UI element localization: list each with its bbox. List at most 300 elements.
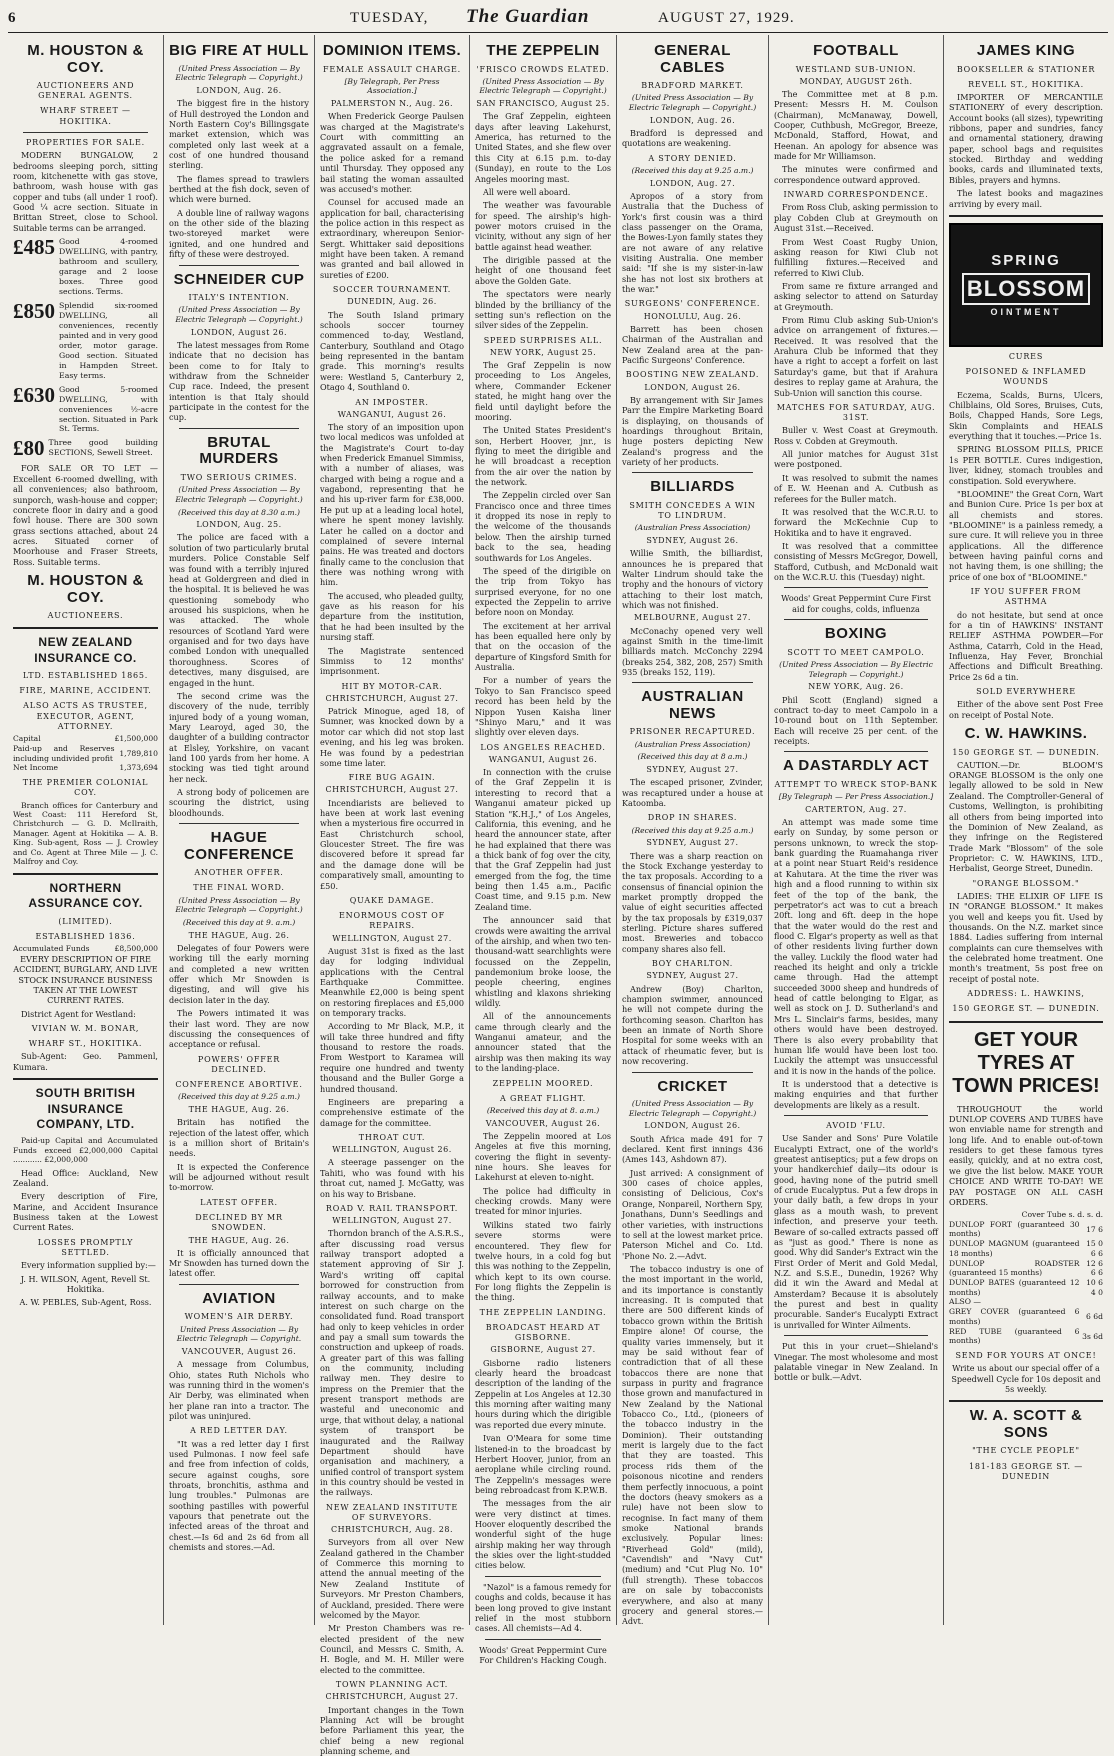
article-paragraph: Wilkins stated two fairly severe storms were encountered. They flew for twelve hours, in a cold fog but this was nothing to the Zeppelin, which kept to its own course. For long flights the Zeppelin is the thing. — [475, 1219, 611, 1303]
table-row — [949, 1259, 1103, 1278]
article-paragraph: South Africa made 491 for 7 declared. Kent first innings 436 (Ames 143, Ashdown 87). — [622, 1133, 763, 1165]
subheading: ANOTHER OFFER. — [194, 868, 284, 878]
ad-heading-hawkins: C. W. HAWKINS. — [964, 725, 1088, 743]
ad-heading-houston-2: M. HOUSTON & COY. — [27, 572, 144, 606]
divider — [949, 1021, 1103, 1023]
subheading: ZEPPELIN MOORED. — [492, 1078, 594, 1088]
article-paragraph: Barrett has been chosen Chairman of the Australian and New Zealand area at the pan-Pacific Surgeons' Conference. — [622, 323, 763, 365]
ad-subheading: PROPERTIES FOR SALE. — [25, 137, 146, 147]
tyre-name: RED TUBE (guaranteed 6 months) — [949, 1326, 1080, 1346]
article-paragraph: From same re fixture arranged and asking selector to attend on Saturday at Greymouth. — [774, 280, 938, 312]
ad-subheading: THE PREMIER COLONIAL COY. — [22, 778, 149, 798]
table-row — [13, 944, 158, 954]
advertisement-text: Put this in your cruet—Shieland's Vinegar. The most wholesome and most palatable vinegar in New Zealand. In bottle or bulk.—Advt. — [774, 1341, 938, 1383]
article-paragraph: By arrangement with Sir James Parr the Empire Marketing Board is displaying, on thousands of hoardings throughout Britain, huge posters depicting New Zealand's progress and the variety of her products. — [622, 394, 763, 467]
article-paragraph: The Zeppelin circled over San Francisco once and three times it dropped its nose in reply to the welcome of the thousands below. Then the airship turned back to the sea, heading southwards for Los Angeles. — [475, 490, 611, 563]
table-row — [13, 763, 158, 773]
table-cell: £1,500,000 — [114, 734, 158, 744]
ad-subheading: "ORANGE BLOSSOM." — [972, 878, 1080, 888]
tyre-name: GREY COVER (guaranteed 6 months) — [949, 1307, 1080, 1326]
table-row — [949, 1239, 1103, 1258]
price-description: Good 5-roomed DWELLING, with conveniences ½-acre section. Situated in Park St. Terms. — [59, 384, 158, 434]
ad-text: Head Office: Auckland, New Zealand. — [13, 1167, 158, 1189]
subheading: ATTEMPT TO WRECK STOP-BANK — [774, 779, 938, 789]
subheading: THROAT CUT. — [358, 1132, 426, 1142]
ad-subheading: ALSO ACTS AS TRUSTEE, EXECUTOR, AGENT, ATTORNEY. — [23, 701, 148, 731]
headline-zeppelin: THE ZEPPELIN — [486, 42, 600, 59]
byline: (United Press Association — By Electric Telegraph — Copyright.) — [175, 895, 303, 915]
newspaper-title: The Guardian — [466, 6, 590, 27]
article-paragraph: "It was a red letter day I first used Pulmonas. I now feel safe and free from infection of colds, secure against coughs, sore throats, bronchitis, asthma and lung troubles." Pulmonas are soothing pastilles with powerful vapours that penetrate out the infected areas of the throat and chest.—Is 6d and 2s 6d from all chemists and stores.—Ad. — [169, 1438, 309, 1553]
headline-hague-conference: HAGUE CONFERENCE — [183, 829, 294, 863]
divider — [485, 1576, 601, 1577]
dateline: CHRISTCHURCH, Aug. 28. — [330, 1525, 453, 1535]
subheading: NEW ZEALAND INSTITUTE OF SURVEYORS. — [325, 1502, 459, 1522]
headline-australian-news: AUSTRALIAN NEWS — [641, 688, 744, 722]
dateline: LONDON, August 26. — [644, 1121, 741, 1131]
divider — [179, 823, 299, 824]
article-paragraph: Ivan O'Meara for some time listened-in to the broadcast by Herbert Hoover, junior, from an aeroplane while circling round. The Zeppelin's messages were being rebroadcast from K.P.W.B. — [475, 1433, 611, 1495]
byline: [By Telegraph — Per Press Association.] — [778, 792, 934, 802]
advertisement-text: Woods' Great Peppermint Cure First aid for coughs, colds, influenza — [781, 593, 931, 614]
byline: (United Press Association — By Electric Telegraph — Copyright.) — [175, 305, 303, 325]
agent-name: VIVIAN W. M. BONAR, — [31, 1023, 140, 1033]
tyre-price: 10 6 4 0 — [1086, 1278, 1103, 1297]
advertisement-text: "Nazol" is a famous remedy for coughs and colds, because it has been long proved to give instant relief in the most stubborn cases. All chemists—Ad 4. — [475, 1581, 611, 1634]
article-paragraph: The Committee met at 8 p.m. Present: Messrs H. M. Coulson (Chairman), McManaway, Dowell, Cooper, Cuthbush, McGregor, Breeze, McDonald, Stafford, Howat, and Heenan. An apology for absence was made for Mr Williamson. — [774, 88, 938, 162]
article-paragraph: From Rimu Club asking Sub-Union's advice on arrangement of fixtures.—Received. It was resolved that the Arahura Club be informed that they have a right to accept a forfeit on last Saturday's game, but that if Arahura desires to replay game at Arahura, the Sub-Union will sanction this course. — [774, 315, 938, 398]
dateline: GISBORNE, August 27. — [490, 1345, 596, 1355]
ad-subheading: ESTABLISHED 1836. — [35, 931, 136, 941]
article-paragraph: The Zeppelin moored at Los Angeles at five this morning, covering the flight in seventy-nine hours. She leaves for Lakehurst at eleven to-night. — [475, 1130, 611, 1183]
dateline: CHRISTCHURCH, August 27. — [325, 693, 459, 703]
ad-subheading: LTD. ESTABLISHED 1865. — [22, 671, 149, 680]
tyre-price — [1080, 1297, 1103, 1307]
ad-subheading: POISONED & INFLAMED WOUNDS — [965, 367, 1087, 387]
byline: [By Telegraph, Per Press Association.] — [344, 76, 440, 96]
masthead-date: AUGUST 27, 1929. — [658, 10, 795, 26]
dateline: HONOLULU, Aug. 26. — [643, 311, 742, 321]
dateline: PALMERSTON N., Aug. 26. — [330, 99, 454, 109]
ad-subheading: AUCTIONEERS AND GENERAL AGENTS. — [36, 81, 135, 101]
article-paragraph: It was resolved to submit the names of E. W. Heenan and A. Cutbush as referees for the Buller match. — [774, 472, 938, 504]
subheading: 'FRISCO CROWDS ELATED. — [476, 64, 610, 74]
divider — [784, 619, 928, 620]
article-paragraph: For a number of years the Tokyo to San Francisco speed record has been held by the Nippon Yusen Kaisha liner "Shinyo Maru," and it was slightly over eleven days. — [475, 675, 611, 738]
table-row — [13, 734, 158, 744]
dateline: NEW YORK, August 25. — [489, 347, 597, 357]
ad-text: LADIES: THE ELIXIR OF LIFE IS IN "ORANGE BLOSSOM." It makes you well and keeps you fit. Used by thousands. On the N.Z. market since 1884. Ladies suffering from internal complaints can cure themselves with the celebrated home treatment. One month's treatment, 5s post free on receipt of postal note. — [949, 890, 1103, 984]
subheading: THE ZEPPELIN LANDING. — [479, 1307, 607, 1317]
article-paragraph: The second crime was the discovery of the nude, terribly injured body of a young woman, Mary Learoyd, aged 30, the daughter of a building contractor at Elsley, Yorkshire, on vacant land 100 yards from her home. A stocking was tied tight around her neck. — [169, 690, 309, 784]
table-row — [949, 1278, 1103, 1297]
article-paragraph: The Powers intimated it was their last word. They are now discussing the consequences of acceptance or refusal. — [169, 1008, 309, 1050]
ad-text: CAUTION.—Dr. BLOOM'S ORANGE BLOSSOM is the only one legally allowed to be sold in New Zealand. The Comptroller-General of Customs, Wellington, is prohibiting all others from being imported into the Dominion of New Zealand, as they infringe on the Registered Trade Mark "Blossom" of the sole Proprietor: C. W. HAWKINS, LTD., Herbalist, George Street, Dunedin. — [949, 759, 1103, 874]
price: £485 — [13, 235, 55, 260]
ad-text: Either of the above sent Post Free on receipt of Postal Note. — [949, 699, 1103, 720]
column-3 — [315, 35, 470, 1756]
byline: (Australian Press Association) — [634, 523, 751, 533]
ad-subheading: BOOKSELLER & STATIONER — [956, 64, 1096, 74]
ad-subheading: AUCTIONEERS. — [47, 611, 124, 621]
divider — [632, 682, 753, 683]
ad-text: Branch offices for Canterbury and West Coast: 111 Hereford St, Christchurch — G. D. McIlraith, Manager. Agent at Hokitika — A. B. King. Sub-agent, Ross — J. Crowley and Co. Agent at Three Mile — J. C. Malfroy and Coy. — [13, 800, 158, 867]
subheading: AVOID 'FLU. — [826, 1121, 886, 1131]
headline-aviation: AVIATION — [202, 1289, 276, 1307]
subheading: MATCHES FOR SATURDAY, AUG. 31ST. — [776, 402, 936, 423]
price: £630 — [13, 382, 55, 407]
divider — [784, 587, 928, 588]
tyre-price: 17 6 — [1086, 1224, 1103, 1234]
article-paragraph: From Ross Club, asking permission to play Cobden Club at Greymouth on August 31st.—Received. — [774, 202, 938, 234]
article-paragraph: Apropos of a story from Australia that the Duchess of York's first cousin was a third class passenger on the Orama, the Bowes-Lyon family states they are not aware of any relative visiting Australia. One member said: "If she is my sister-in-law she has not lost six brothers at the war." — [622, 190, 763, 295]
column-1 — [8, 35, 164, 1625]
article-paragraph: It is understood that a detective is making enquiries and that further developments are likely as a result. — [774, 1079, 938, 1110]
ad-text: "BLOOMINE" the Great Corn, Wart and Bunion Cure. Price 1s per box at all chemists and stores. "BLOOMINE" is a painless remedy, a sure cure. It will relieve you in three applications. All the difference between having painful corns and not having them, is one shilling; the price of one box of "BLOOMINE." — [949, 488, 1103, 582]
ad-heading-northern: NORTHERN ASSURANCE COY. — [28, 880, 143, 911]
ad-address: 150 GEORGE ST. — DUNEDIN. — [952, 1004, 1100, 1014]
subheading: SURGEONS' CONFERENCE. — [624, 299, 761, 309]
received-note: (Received this day at 9.25 a.m.) — [631, 165, 754, 175]
divider — [13, 627, 158, 629]
article-paragraph: The police had difficulty in checking crowds. Many were treated for minor injuries. — [475, 1185, 611, 1217]
subheading: THE FINAL WORD. — [193, 883, 285, 893]
article-paragraph: The excitement at her arrival has been equalled here only by that on the occasion of the departure of Kingsford Smith for Australia. — [475, 620, 611, 673]
ad-address: REVELL ST., HOKITIKA. — [968, 79, 1084, 89]
column-4 — [470, 35, 617, 1665]
divider — [784, 751, 928, 752]
ad-address: WHARF STREET — HOKITIKA. — [40, 106, 131, 126]
subheading: A RED LETTER DAY. — [190, 1426, 288, 1436]
table-row — [949, 1307, 1103, 1326]
subheading: INWARD CORRESPONDENCE. — [783, 190, 929, 200]
headline-cricket: CRICKET — [657, 1077, 728, 1095]
article-paragraph: Buller v. West Coast at Greymouth. Ross v. Cobden at Greymouth. — [774, 425, 938, 446]
table-row — [13, 744, 158, 763]
article-paragraph: From West Coast Rugby Union, asking reason for Kiwi Club not fulfilling fixtures.—Received and referred to Kiwi Club. — [774, 236, 938, 278]
masthead-day: TUESDAY, — [350, 10, 429, 26]
column-6 — [769, 35, 944, 1625]
article-paragraph: In connection with the cruise of the Graf Zeppelin it is interesting to record that a Wanganui amateur picked up Station "K.H.J.," of Los Angeles, California, this evening, and he heard the announcer state, after he had explained that there was a thick bank of fog over the city, that the Graf Zeppelin had just emerged from the fog, the time being then 1.45 a.m., Pacific Coast time, and 9.15 p.m. New Zealand time. — [475, 767, 611, 912]
ad-address: 181-183 GEORGE ST. — DUNEDIN — [968, 1461, 1084, 1481]
article-paragraph: The Graf Zeppelin is now proceeding to Los Angeles, where, Commander Eckener stated, he might hang over the field until daylight before the mooring. — [475, 360, 611, 422]
dateline: NEW YORK, Aug. 26. — [808, 682, 904, 692]
subheading: BOY CHARLTON. — [651, 959, 734, 969]
article-paragraph: August 31st is fixed as the last day for lodging individual applications with the Central Earthquake Committee. Meanwhile £2,000 is being spent on restoring fireplaces and £5,000 on temporary tracks. — [320, 945, 464, 1019]
ad-text: MODERN BUNGALOW, 2 bedrooms sleeping porch, sitting room, kitchenette with gas stove, bathroom, wash house with gas copper and tubs (all under 1 roof). Good ¼ acre section. Situate in Brittan Street, close to School. Suitable terms can be arranged. — [13, 150, 158, 233]
article-paragraph: The speed of the dirigible on the trip from Tokyo has surprised everyone, for no one expected the Zeppelin to arrive before noon on Monday. — [475, 565, 611, 618]
table-row — [949, 1327, 1103, 1346]
dateline: DUNEDIN, Aug. 26. — [347, 297, 437, 307]
ad-text: do not hesitate, but send at once for a tin of HAWKINS' INSTANT RELIEF ASTHMA POWDER—For Asthma, Catarrh, Cold in the Head, Influenza, Hay Fever, Bronchial Affections and Difficult Breathing. Price 2s 6d a tin. — [949, 609, 1103, 682]
headline-fire-at-hull: BIG FIRE AT HULL — [169, 42, 309, 59]
dateline: SAN FRANCISCO, August 25. — [476, 99, 610, 109]
dateline: SYDNEY, August 27. — [646, 971, 739, 981]
ad-address: ADDRESS: L. HAWKINS, — [967, 989, 1085, 999]
agent-name: J. H. WILSON, Agent, Revell St. Hokitika. — [20, 1273, 151, 1295]
article-paragraph: Thorndon branch of the A.S.R.S., after discussing road versus railway transport adopted a statement approving of Sir J. Ward's writing off capital borrowed for construction from railway accounts, and to make interest on such charge on the consolidated fund. Road transport had only to keep vehicles in order and pay a small sum towards the construction and upkeep of roads. A greater part of this was falling on the community, including railway men. They desire to impress on the Premier that the present transport methods are wasteful and uneconomic and urge, that without delay, a national system of transport be inaugurated and the Railway Department should have organisation and machinery, a unified control of transport system in this country should be vested in the railways. — [320, 1228, 465, 1498]
tyre-name: DUNLOP BATES (guaranteed 12 months) — [949, 1278, 1080, 1297]
divider — [784, 1115, 928, 1116]
divider — [179, 265, 299, 266]
advertisement-text: Woods' Great Peppermint Cure For Children's Hacking Cough. — [479, 1644, 607, 1665]
ad-heading-south-british: SOUTH BRITISH INSURANCE COMPANY, LTD. — [35, 1086, 136, 1131]
dateline: VANCOUVER, August 26. — [485, 1118, 601, 1128]
tyre-price-table — [949, 1220, 1103, 1346]
subheading: SOCCER TOURNAMENT. — [332, 285, 452, 295]
tyre-price: 12 6 6 6 — [1086, 1258, 1103, 1278]
subheading: BRADFORD MARKET. — [641, 81, 744, 90]
subheading: WESTLAND SUB-UNION. — [795, 64, 917, 74]
dateline: WELLINGTON, August 26. — [332, 1145, 452, 1155]
ad-subheading: SEND FOR YOURS AT ONCE! — [955, 1351, 1097, 1361]
price-item — [13, 382, 158, 435]
tyre-name: ALSO — — [949, 1297, 981, 1307]
article-paragraph: The announcer said that crowds were awaiting the arrival of the airship, and when two ten-thousand-watt searchlights were focussed on the Zeppelin, pandemonium broke loose, the people cheering, engines whistling and klaxons shrieking wildly. — [475, 915, 612, 1009]
dateline: MONDAY, AUGUST 26th. — [799, 76, 913, 86]
subheading: CONFERENCE ABORTIVE. — [175, 1080, 303, 1090]
article-paragraph: The police are faced with a solution of two particularly brutal murders. Police Constable Self was found with a terribly injured head at Goldergreen and died in the hospital. It is believed he was questioning somebody who aroused his suspicions, when he was attacked. The whole resources of Scotland Yard were organised and for two days have combed London with unequalled thoroughness. Scores of detectives, many disguised, are engaged in the hunt. — [169, 532, 309, 688]
table-cell: 1,373,694 — [119, 763, 158, 773]
received-note: (Received this day at 9.25 a.m.) — [631, 825, 754, 835]
subheading: DECLINED BY MR SNOWDEN. — [195, 1213, 283, 1233]
ad-text: FOR SALE OR TO LET — Excellent 6-roomed dwelling, with all conveniences; also bathroom, sunporch, wash-house and copper; concrete floor in dairy and a good fowl house. There are 300 sown grass sections attached, about 24 acres. Situated corner of Moorhouse and Fraser Streets, Ross. Suitable terms. — [13, 463, 158, 567]
divider — [784, 1335, 928, 1336]
agent-address: WHARF ST., HOKITIKA. — [28, 1039, 143, 1049]
article-paragraph: The United States President's son, Herbert Hoover, jnr., is flying to meet the dirigible and he will broadcast a reception from the air over the nation by the network. — [475, 425, 611, 488]
article-paragraph: It is officially announced that Mr Snowden has turned down the latest offer. — [169, 1247, 309, 1279]
article-paragraph: Andrew (Boy) Charlton, champion swimmer, announced he will not compete during the forthcoming season. Charlton has been an inmate of North Shore Hospital for some weeks with an attack of rheumatic fever, but is now recovering. — [622, 983, 763, 1067]
logo-text: OINTMENT — [990, 306, 1062, 317]
article-paragraph: A strong body of policemen are scouring the district, using bloodhounds. — [169, 787, 309, 818]
divider — [13, 1078, 158, 1080]
article-paragraph: There was a sharp reaction on the Stock Exchange yesterday to the tax proposals. According to a consensus of financial opinion the market promptly dropped the value of eight securities affected by the tax proposals by £319,037 sterling. Picture shares suffered most. Breweries and tobacco company shares also fell. — [622, 850, 763, 954]
article-paragraph: The minutes were confirmed and correspondence outward approved. — [774, 164, 938, 185]
ad-text: Paid-up Capital and Accumulated Funds exceed £2,000,000 Capital ............ £2,000,000 — [13, 1136, 158, 1165]
headline-schneider-cup: SCHNEIDER CUP — [173, 270, 305, 288]
ad-text: The latest books and magazines arriving by every mail. — [949, 188, 1103, 209]
article-paragraph: The South Island primary schools soccer tourney commenced to-day, Westland, Canterbury, Southland and Otago being represented in the bantam grade. This morning's results were: Westland 5, Canterbury 2, Otago 4, Southland 0. — [320, 309, 464, 393]
article-paragraph: The escaped prisoner, Zvinder, was recaptured under a house at Katoomba. — [622, 777, 763, 809]
agent-name: A. W. PEBLES, Sub-Agent, Ross. — [19, 1297, 152, 1308]
dateline: VANCOUVER, August 26. — [181, 1346, 297, 1356]
ad-subheading: CURES — [1008, 351, 1044, 361]
subheading: LOS ANGELES REACHED. — [480, 742, 606, 752]
ad-text: District Agent for Westland: — [21, 1008, 136, 1019]
article-paragraph: Engineers are preparing a comprehensive estimate of the damage for the committee. — [320, 1096, 464, 1128]
dateline: WANGANUI, August 26. — [337, 409, 447, 419]
table-cell: Accumulated Funds — [13, 944, 90, 954]
column-2 — [164, 35, 315, 1625]
ad-text: EVERY DESCRIPTION OF FIRE ACCIDENT, BURGLARY, AND LIVE STOCK INSURANCE BUSINESS TAKEN AT THE LOWEST CURRENT RATES. — [13, 953, 158, 1006]
article-paragraph: The dirigible passed at the height of one thousand feet above the Golden Gate. — [475, 255, 611, 286]
columns — [8, 35, 1108, 1756]
received-note: (Received this day at 9.25 a.m.) — [177, 1092, 300, 1102]
price-table-header: Cover Tube s. d. s. d. — [1021, 1210, 1103, 1220]
article-paragraph: Counsel for accused made an application for bail, characterising the police action in this respect as extraordinary, whereupon Senior-Sergt. Whittaker said depositions might have been taken. A remand was granted and bail allowed in sureties of £200. — [320, 197, 464, 280]
ad-subheading: IF YOU SUFFER FROM ASTHMA — [970, 587, 1082, 607]
tyre-name: DUNLOP FORT (guaranteed 30 months) — [949, 1219, 1080, 1239]
article-paragraph: The latest messages from Rome indicate that no decision has been come to for Italy to withdraw from the Schneider Cup race. Indeed, the present intention is that Italy should participate in the contest for the cup. — [169, 339, 309, 423]
dateline: LONDON, Aug. 26. — [649, 115, 736, 125]
article-paragraph: The spectators were nearly blinded by the brilliancy of the setting sun's reflection on the silver sides of the Zeppelin. — [475, 289, 611, 331]
subheading: A GREAT FLIGHT. — [500, 1093, 586, 1103]
subheading: HIT BY MOTOR-CAR. — [341, 681, 443, 691]
logo-text: SPRING — [991, 252, 1061, 270]
ad-text: Write us about our special offer of a Speedwell Cycle for 10s deposit and 5s weekly. — [951, 1363, 1101, 1395]
divider — [632, 472, 753, 473]
ad-subheading: (LIMITED). — [58, 916, 113, 926]
article-paragraph: It was resolved that the W.C.R.U. to forward the McKechnie Cup to Hokitika and to have it engraved. — [774, 506, 938, 538]
byline: (United Press Association — By Electric Telegraph — Copyright.) — [628, 1099, 757, 1118]
article-paragraph: When Frederick George Paulsen was charged at the Magistrate's Court with committing an aggravated assault on a female, the police asked for a remand until Thursday. They opposed any bail stating the woman assaulted was accused's mother. — [320, 111, 464, 194]
dateline: MELBOURNE, August 27. — [634, 613, 751, 623]
article-paragraph: An attempt was made some time early on Sunday, by some person or persons unknown, to wreck the stop-bank guarding the Ruamahanga river at a point near Stuart Reid's residence at Kahutara. At the time the river was high and a flood running to within six feet of the top of the bank, the perpetrator's act was to cut a breach 20ft. long and 6ft. deep in the hope that the water would do the rest and flood C. Elgar's property as well as that of other residents living further down the valley. Luckily the flood water had reached its height and only a trickle came through. Had the attempt succeeded 3000 sheep and hundreds of head of cattle belonging to Elgar, as well as stock on J. D. Sutherland's and Mrs L. Sinclair's farms, besides, many others would have been destroyed. There is also every probability that human life would have been lost too. Luckily the attempt was unsuccessful and it is now in the hands of the police. — [774, 817, 938, 1076]
ad-subheading: FIRE, MARINE, ACCIDENT. — [19, 686, 152, 696]
ad-subheading: SOLD EVERYWHERE — [976, 687, 1076, 697]
advertisement-text: Just arrived: A consignment of 300 cases of choice apples, consisting of Delicious, Cox's Orange, Nonpareil, Northern Spy, Jonathans, Dunn's Seedlings and other varieties, with instructions to sell at the lowest market price. Paterson Michel and Co. Ltd. 'Phone No. 2.—Advt. — [622, 1167, 763, 1261]
price-item — [13, 298, 158, 381]
table-cell: 1,789,810 — [119, 748, 158, 758]
column-7 — [944, 35, 1108, 1625]
subheading: WOMEN'S AIR DERBY. — [184, 1312, 294, 1322]
page-number: 6 — [8, 10, 17, 26]
price-description: Good 4-roomed DWELLING, with pantry, bathroom and scullery, garage and 2 loose boxes. Three good sections. Terms. — [59, 237, 158, 296]
dateline: LONDON, Aug. 27. — [649, 178, 736, 188]
article-paragraph: All were well aboard. — [483, 186, 571, 197]
ad-heading-houston: M. HOUSTON & COY. — [27, 42, 144, 76]
tyre-name: DUNLOP ROADSTER (guaranteed 15 months) — [949, 1258, 1080, 1278]
table-row — [949, 1297, 1103, 1307]
article-paragraph: All of the announcements came through clearly and the Wanganui amateur, and the announcer stated that the airship was then making its way to the landing-place. — [475, 1011, 611, 1074]
headline-dominion-items: DOMINION ITEMS. — [322, 42, 462, 59]
dateline: THE HAGUE, Aug. 26. — [188, 1105, 290, 1115]
received-note: (Received this day at 8 a.m.) — [637, 752, 748, 762]
ad-heading-james-king: JAMES KING — [976, 42, 1076, 59]
subheading: ENORMOUS COST OF REPAIRS. — [339, 911, 445, 931]
article-paragraph: Willie Smith, the billiardist, announces he is prepared that Walter Lindrum should take the trophy and the honours of victory attaching to their lost match, which was not finished. — [622, 548, 763, 611]
table-cell: Capital — [13, 734, 41, 744]
article-paragraph: Phil Scott (England) signed a contract to-day to meet Campolo in a 10-round bout on 11th September. Each will receive 25 per cent. of the receipts. — [774, 694, 938, 746]
subheading: A STORY DENIED. — [648, 153, 737, 163]
ad-text: Eczema, Scalds, Burns, Ulcers, Chilblains, Old Sores, Bruises, Cuts, Boils, Chapped Hands, Sore Legs, Skin Complaints and HEALS everything that it touches.—Price 1s. — [949, 389, 1103, 442]
article-paragraph: The Magistrate sentenced Simmiss to 12 months' imprisonment. — [320, 645, 464, 677]
spring-blossom-ointment-logo — [949, 223, 1103, 347]
byline: (United Press Association — By Electric Telegraph — Copyright.) — [779, 659, 933, 679]
subheading: ROAD V. RAIL TRANSPORT. — [325, 1203, 459, 1213]
subheading: ITALY'S INTENTION. — [188, 293, 290, 303]
divider — [179, 428, 299, 429]
divider — [23, 132, 148, 133]
headline-billiards: BILLIARDS — [650, 478, 735, 496]
ad-address: 150 GEORGE ST. — DUNEDIN. — [952, 747, 1100, 757]
price-item — [13, 438, 158, 459]
advertisement-text: The tobacco industry is one of the most important in the world, and its importance is constantly increasing. It is computed that there are 500 different kinds of tobacco grown within the British Empire alone! Of course, the quality varies immensely, but it may be said without fear of contradiction that of all these tobaccos there are none that surpass in purity and fragrance those grown and manufactured in New Zealand by the National Tobacco Co., Ltd., (pioneers of the tobacco industry in the Dominion). Their outstanding merit is largely due to the fact that they are toasted. This process rids them of the poisonous nicotine and renders them perfectly innocuous, a point the doctors (heavy smokers as a rule) have not been slow to recognise. In fact many of them smoke National brands exclusively. Popular lines: "Riverhead Gold" (mild), "Cavendish" and "Navy Cut" (medium) and "Cut Plug No. 10" (full strength). These tobaccos are on sale by tobacconists everywhere, and also at many grocery and general stores.—Advt. — [622, 1264, 763, 1627]
headline-football: FOOTBALL — [813, 42, 899, 59]
ad-text: Every description of Fire, Marine, and Accident Insurance Business taken at the Lowest Current Rates. — [13, 1191, 158, 1233]
subheading: POWERS' OFFER DECLINED. — [197, 1054, 281, 1074]
subheading: FEMALE ASSAULT CHARGE. — [323, 64, 461, 74]
article-paragraph: All junior matches for August 31st were postponed. — [774, 449, 938, 470]
ad-text: THROUGHOUT the world DUNLOP COVERS AND TUBES have won enviable name for strength and long life. And to enable out-of-town residers to get these famous tyres easily, quickly, and at no extra cost, we give the list below. MAKE YOUR CHOICE AND WRITE TO-DAY! WE PAY POSTAGE ON ALL CASH ORDERS. — [949, 1103, 1103, 1207]
article-paragraph: Surveyors from all over New Zealand gathered in the Chamber of Commerce this morning to attend the annual meeting of the New Zealand Institute of Surveyors. Mr Preston Chambers, of Auckland, presided. There were welcomed by the Mayor. — [320, 1537, 464, 1620]
headline-dastardly-act: A DASTARDLY ACT — [782, 757, 930, 775]
dateline: SYDNEY, August 27. — [646, 765, 739, 775]
column-5 — [617, 35, 769, 1625]
byline: (United Press Association — By Electric Telegraph — Copyright.) — [628, 93, 757, 112]
advertisement-text: Use Sander and Sons' Pure Volatile Eucalypti Extract, one of the world's greatest antiseptics; put a few drops on your handkerchief daily—its odour is good, having none of the putrid smell of crude Eucalyptus. Put a few drops in your daily bath, a few drops in your glass as a mouth wash, to prevent infection, and preserve your teeth. Beware of so-called extracts passed off as "just as good." There is none as good. Why did Sander's Extract win the First Order of Merit and Gold Medal, N.Z. and S.S.E., Dunedin, 1926? Why did it win the Award and Medal at Amsterdam? Because it is absolutely the purest and best in quality procurable. Sander's Eucalypti Extract is unrivalled for Winter Ailments. — [774, 1133, 938, 1330]
article-paragraph: A steerage passenger on the Tahiti, who was found with his throat cut, named J. McGatty, was on his way to Brisbane. — [320, 1157, 464, 1199]
table-row — [949, 1220, 1103, 1239]
divider — [632, 1072, 753, 1073]
subheading: SMITH CONCEDES A WIN TO LINDRUM. — [629, 500, 756, 521]
article-paragraph: It was resolved that a committee consisting of Messrs McGregor, Dowell, Stafford, Cutbush, and McDonald wait on the W.C.R.U. this (Tuesday) night. — [774, 540, 938, 583]
subheading: SPEED SURPRISES ALL. — [483, 335, 603, 345]
article-paragraph: Incendiarists are believed to have been at work last evening when a mysterious fire occurred in East Christchurch school, Gloucester Street. The fire was discovered before it spread far and the damage done will be comparatively small, amounting to £50. — [320, 797, 464, 891]
divider — [179, 1284, 299, 1285]
subheading: AN IMPOSTER. — [355, 397, 429, 407]
table-cell: Paid-up and Reserves including undivided profit — [13, 743, 115, 763]
article-paragraph: According to Mr Black, M.P., it will take three hundred and fifty thousand to restore the roads. From Westport to Karamea will require one hundred and twenty thousand and the Buller Gorge a hundred thousand. — [320, 1021, 464, 1094]
article-paragraph: The accused, who pleaded guilty, gave as his reason for his departure from the institution, that he had been insulted by the nursing staff. — [320, 590, 464, 643]
financial-table — [13, 734, 158, 773]
tyre-price: 6 6d — [1086, 1312, 1103, 1322]
dateline: WELLINGTON, August 27. — [332, 1216, 452, 1226]
article-paragraph: A message from Columbus, Ohio, states Ruth Nichols who was running third in the women's Air Derby, was eliminated when her plane ran into a tractor. The pilot was uninjured. — [169, 1359, 309, 1422]
article-paragraph: The story of an imposition upon two local medicos was unfolded at the Magistrate's Court to-day when Frederick Emanuel Simmiss, with a number of aliases, was charged with being a rogue and a vagabond, representing that he and his up-river farm for £38,000. He put up at a leading local hotel, where he spent money lavishly. Later he called on a doctor and complained of severe internal pains. He was treated and doctors finally came to the conclusion that there was nothing wrong with him. — [320, 421, 464, 588]
ad-text: Sub-Agent: Geo. Pammenl, Kumara. — [13, 1051, 158, 1072]
dateline: WANGANUI, August 26. — [488, 754, 598, 764]
byline: United Press Association — By Electric Telegraph — Copyright. — [176, 1324, 302, 1344]
received-note: (Received this day at 8. a.m.) — [486, 1106, 600, 1115]
subheading: BOOSTING NEW ZEALAND. — [625, 370, 760, 380]
dateline: CHRISTCHURCH, August 27. — [325, 1692, 459, 1702]
subheading: TOWN PLANNING ACT. — [335, 1680, 449, 1690]
divider — [949, 215, 1103, 217]
dateline: CARTERTON, Aug. 27. — [805, 804, 907, 814]
byline: (Australian Press Association) — [634, 739, 751, 749]
article-paragraph: Mr Preston Chambers was re-elected president of the new Council, and Messrs C. Smith, A. H. Bogle, and M. H. Miller were elected to the committee. — [320, 1623, 464, 1675]
tyre-price: 3s 6d — [1082, 1331, 1103, 1341]
subheading: QUAKE DAMAGE. — [349, 895, 435, 905]
price-item — [13, 237, 158, 297]
subheading: DROP IN SHARES. — [647, 813, 738, 823]
byline: (United Press Association — By Electric Telegraph — Copyright.) — [175, 63, 303, 83]
dateline: THE HAGUE, Aug. 26. — [188, 1235, 290, 1245]
divider — [485, 1639, 601, 1640]
dateline: THE HAGUE, Aug. 26. — [188, 930, 290, 940]
price: £850 — [13, 298, 55, 323]
article-paragraph: McConachy opened very well against Smith in the time-limit billiards match. McConchy 2294 (breaks 254, 382, 208, 257) Smith 935 (breaks 152, 119). — [622, 625, 763, 678]
divider — [13, 873, 158, 875]
ad-text: Every information supplied by:— — [21, 1260, 156, 1271]
masthead — [8, 6, 1108, 33]
table-cell: £8,500,000 — [114, 944, 158, 954]
dateline: LONDON, Aug. 26. — [196, 85, 282, 95]
article-paragraph: The Graf Zeppelin, eighteen days after leaving Lakehurst, America, has returned to the United States, and she flew over this City at 6.15 p.m. to-day (Sunday), en route to the Los Angeles mooring mast. — [475, 111, 611, 184]
article-paragraph: It is expected the Conference will be adjourned without result to-morrow. — [169, 1161, 309, 1193]
article-paragraph: Important changes in the Town Planning Act will be brought before Parliament this year, the chief being a new regional planning scheme, and — [320, 1704, 464, 1756]
tyre-price: 15 0 6 6 — [1086, 1239, 1103, 1258]
dateline: LONDON, August 26. — [190, 327, 288, 337]
ad-heading-tyres: GET YOUR TYRES AT TOWN PRICES! — [952, 1028, 1100, 1097]
byline: (United Press Association — By Electric Telegraph — Copyright.) — [175, 485, 303, 504]
received-note: (Received this day at 8.30 a.m.) — [177, 507, 300, 517]
article-paragraph: A double line of railway wagons on the other side of the blazing two-storeyed market were ignited, and one hundred and fifty of these were destroyed. — [169, 207, 309, 260]
article-paragraph: The biggest fire in the history of Hull destroyed the London and North Eastern Coy's Billingsgate market extension, which was completed only last week at a cost of one hundred thousand sterling. — [169, 98, 309, 171]
ad-text: IMPORTER OF MERCANTILE STATIONERY of every description. Account books (all sizes), typewriting ribbons, paper and sundries, fancy and ornamental stationery, drawing paper, school bags and requisites stocked. Birthday and wedding books, cards and illuminated texts, Bibles, prayers and hymns. — [949, 91, 1103, 185]
logo-text: BLOSSOM — [962, 273, 1090, 305]
